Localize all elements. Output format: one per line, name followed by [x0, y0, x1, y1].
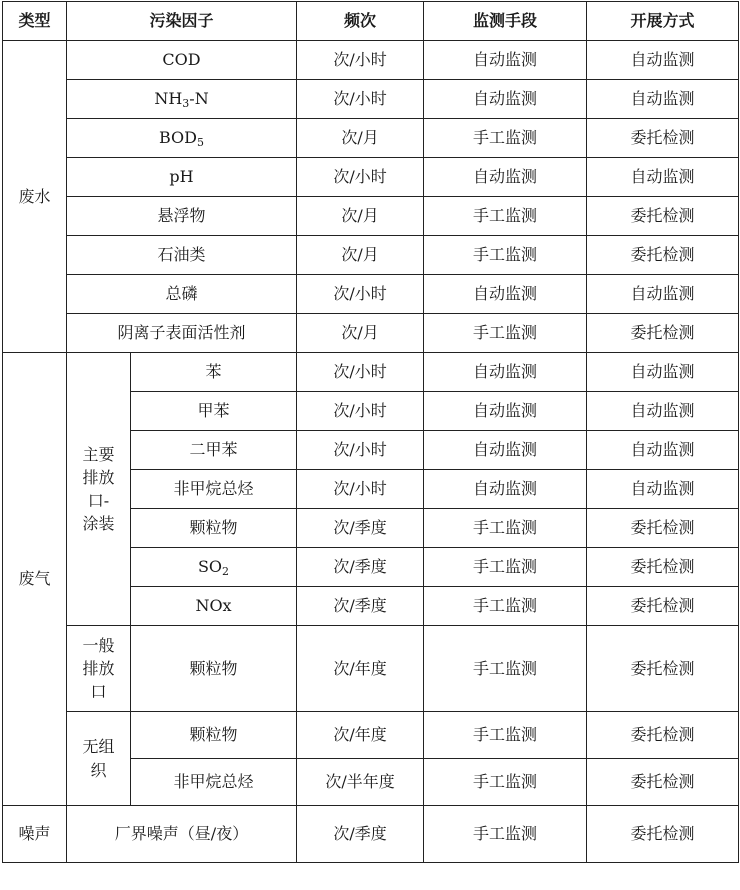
- header-frequency: 频次: [297, 2, 424, 41]
- frequency-cell: 次/月: [297, 236, 424, 275]
- table-header-row: [3, 2, 739, 41]
- pollutant-cell: 甲苯: [131, 392, 297, 431]
- method-cell: 手工监测: [424, 314, 587, 353]
- table-row: [3, 806, 739, 863]
- table-row: [3, 236, 739, 275]
- method-cell: 手工监测: [424, 587, 587, 626]
- pollutant-main: NH: [154, 89, 183, 109]
- pollutant-cell: [67, 80, 297, 119]
- pollutant-main: BOD: [159, 128, 197, 148]
- mode-cell: 自动监测: [587, 431, 739, 470]
- pollutant-cell: 石油类: [67, 236, 297, 275]
- frequency-cell: 次/小时: [297, 275, 424, 314]
- frequency-cell: 次/季度: [297, 806, 424, 863]
- frequency-cell: 次/小时: [297, 80, 424, 119]
- mode-cell: 委托检测: [587, 548, 739, 587]
- pollutant-subscript: 5: [197, 136, 204, 150]
- table-row: [3, 197, 739, 236]
- header-pollutant: 污染因子: [67, 2, 297, 41]
- pollutant-cell: COD: [67, 41, 297, 80]
- pollutant-tail: -N: [189, 89, 209, 109]
- frequency-cell: 次/月: [297, 197, 424, 236]
- table-row: [3, 712, 739, 759]
- frequency-cell: 次/月: [297, 119, 424, 158]
- method-cell: 自动监测: [424, 431, 587, 470]
- pollutant-subscript: 2: [222, 565, 230, 579]
- frequency-cell: 次/小时: [297, 470, 424, 509]
- mode-cell: 自动监测: [587, 41, 739, 80]
- subcategory-general-outlet: [67, 626, 131, 712]
- frequency-cell: 次/小时: [297, 431, 424, 470]
- mode-cell: 委托检测: [587, 236, 739, 275]
- table-row: [3, 158, 739, 197]
- mode-cell: 委托检测: [587, 626, 739, 712]
- pollutant-cell: 非甲烷总烃: [131, 759, 297, 806]
- category-noise: 噪声: [3, 806, 67, 863]
- pollutant-cell: 厂界噪声（昼/夜）: [67, 806, 297, 863]
- frequency-cell: 次/季度: [297, 548, 424, 587]
- subcategory-fugitive: [67, 712, 131, 806]
- mode-cell: 委托检测: [587, 314, 739, 353]
- header-type: 类型: [3, 2, 67, 41]
- pollutant-cell: pH: [67, 158, 297, 197]
- main-outlet-label: 主要排放口-涂装: [82, 444, 115, 534]
- pollutant-subscript: 3: [182, 97, 190, 111]
- method-cell: 手工监测: [424, 197, 587, 236]
- pollutant-cell: [131, 548, 297, 587]
- frequency-cell: 次/年度: [297, 626, 424, 712]
- mode-cell: 自动监测: [587, 353, 739, 392]
- method-cell: 自动监测: [424, 41, 587, 80]
- method-cell: 自动监测: [424, 353, 587, 392]
- frequency-cell: 次/小时: [297, 353, 424, 392]
- general-outlet-label: 一般排放口: [82, 635, 115, 702]
- mode-cell: 自动监测: [587, 275, 739, 314]
- method-cell: 自动监测: [424, 275, 587, 314]
- method-cell: 自动监测: [424, 80, 587, 119]
- mode-cell: 委托检测: [587, 587, 739, 626]
- frequency-cell: 次/季度: [297, 587, 424, 626]
- table-row: [3, 41, 739, 80]
- monitoring-table: [2, 1, 739, 863]
- method-cell: 手工监测: [424, 119, 587, 158]
- frequency-cell: 次/月: [297, 314, 424, 353]
- method-cell: 自动监测: [424, 392, 587, 431]
- table-row: [3, 626, 739, 712]
- method-cell: 手工监测: [424, 548, 587, 587]
- table-row: [3, 80, 739, 119]
- mode-cell: 委托检测: [587, 197, 739, 236]
- method-cell: 手工监测: [424, 712, 587, 759]
- header-mode: 开展方式: [587, 2, 739, 41]
- table-row: [3, 353, 739, 392]
- method-cell: 手工监测: [424, 626, 587, 712]
- frequency-cell: 次/年度: [297, 712, 424, 759]
- mode-cell: 委托检测: [587, 509, 739, 548]
- method-cell: 手工监测: [424, 236, 587, 275]
- pollutant-cell: 二甲苯: [131, 431, 297, 470]
- pollutant-cell: 阴离子表面活性剂: [67, 314, 297, 353]
- table-row: [3, 314, 739, 353]
- mode-cell: 委托检测: [587, 119, 739, 158]
- pollutant-cell: 颗粒物: [131, 509, 297, 548]
- table-row: [3, 119, 739, 158]
- category-waste-gas: 废气: [3, 353, 67, 806]
- method-cell: 自动监测: [424, 470, 587, 509]
- mode-cell: 自动监测: [587, 158, 739, 197]
- pollutant-cell: 颗粒物: [131, 712, 297, 759]
- frequency-cell: 次/季度: [297, 509, 424, 548]
- method-cell: 自动监测: [424, 158, 587, 197]
- pollutant-main: SO: [197, 557, 223, 577]
- frequency-cell: 次/半年度: [297, 759, 424, 806]
- fugitive-label: 无组织: [82, 737, 115, 780]
- mode-cell: 自动监测: [587, 470, 739, 509]
- mode-cell: 自动监测: [587, 80, 739, 119]
- pollutant-cell: 颗粒物: [131, 626, 297, 712]
- frequency-cell: 次/小时: [297, 158, 424, 197]
- pollutant-cell: 总磷: [67, 275, 297, 314]
- pollutant-cell: [67, 119, 297, 158]
- pollutant-cell: NOx: [131, 587, 297, 626]
- mode-cell: 自动监测: [587, 392, 739, 431]
- mode-cell: 委托检测: [587, 806, 739, 863]
- mode-cell: 委托检测: [587, 759, 739, 806]
- header-method: 监测手段: [424, 2, 587, 41]
- mode-cell: 委托检测: [587, 712, 739, 759]
- frequency-cell: 次/小时: [297, 392, 424, 431]
- table-row: [3, 275, 739, 314]
- frequency-cell: 次/小时: [297, 41, 424, 80]
- subcategory-main-outlet: [67, 353, 131, 626]
- pollutant-cell: 非甲烷总烃: [131, 470, 297, 509]
- method-cell: 手工监测: [424, 759, 587, 806]
- method-cell: 手工监测: [424, 509, 587, 548]
- pollutant-cell: 悬浮物: [67, 197, 297, 236]
- category-wastewater: 废水: [3, 41, 67, 353]
- pollutant-cell: 苯: [131, 353, 297, 392]
- method-cell: 手工监测: [424, 806, 587, 863]
